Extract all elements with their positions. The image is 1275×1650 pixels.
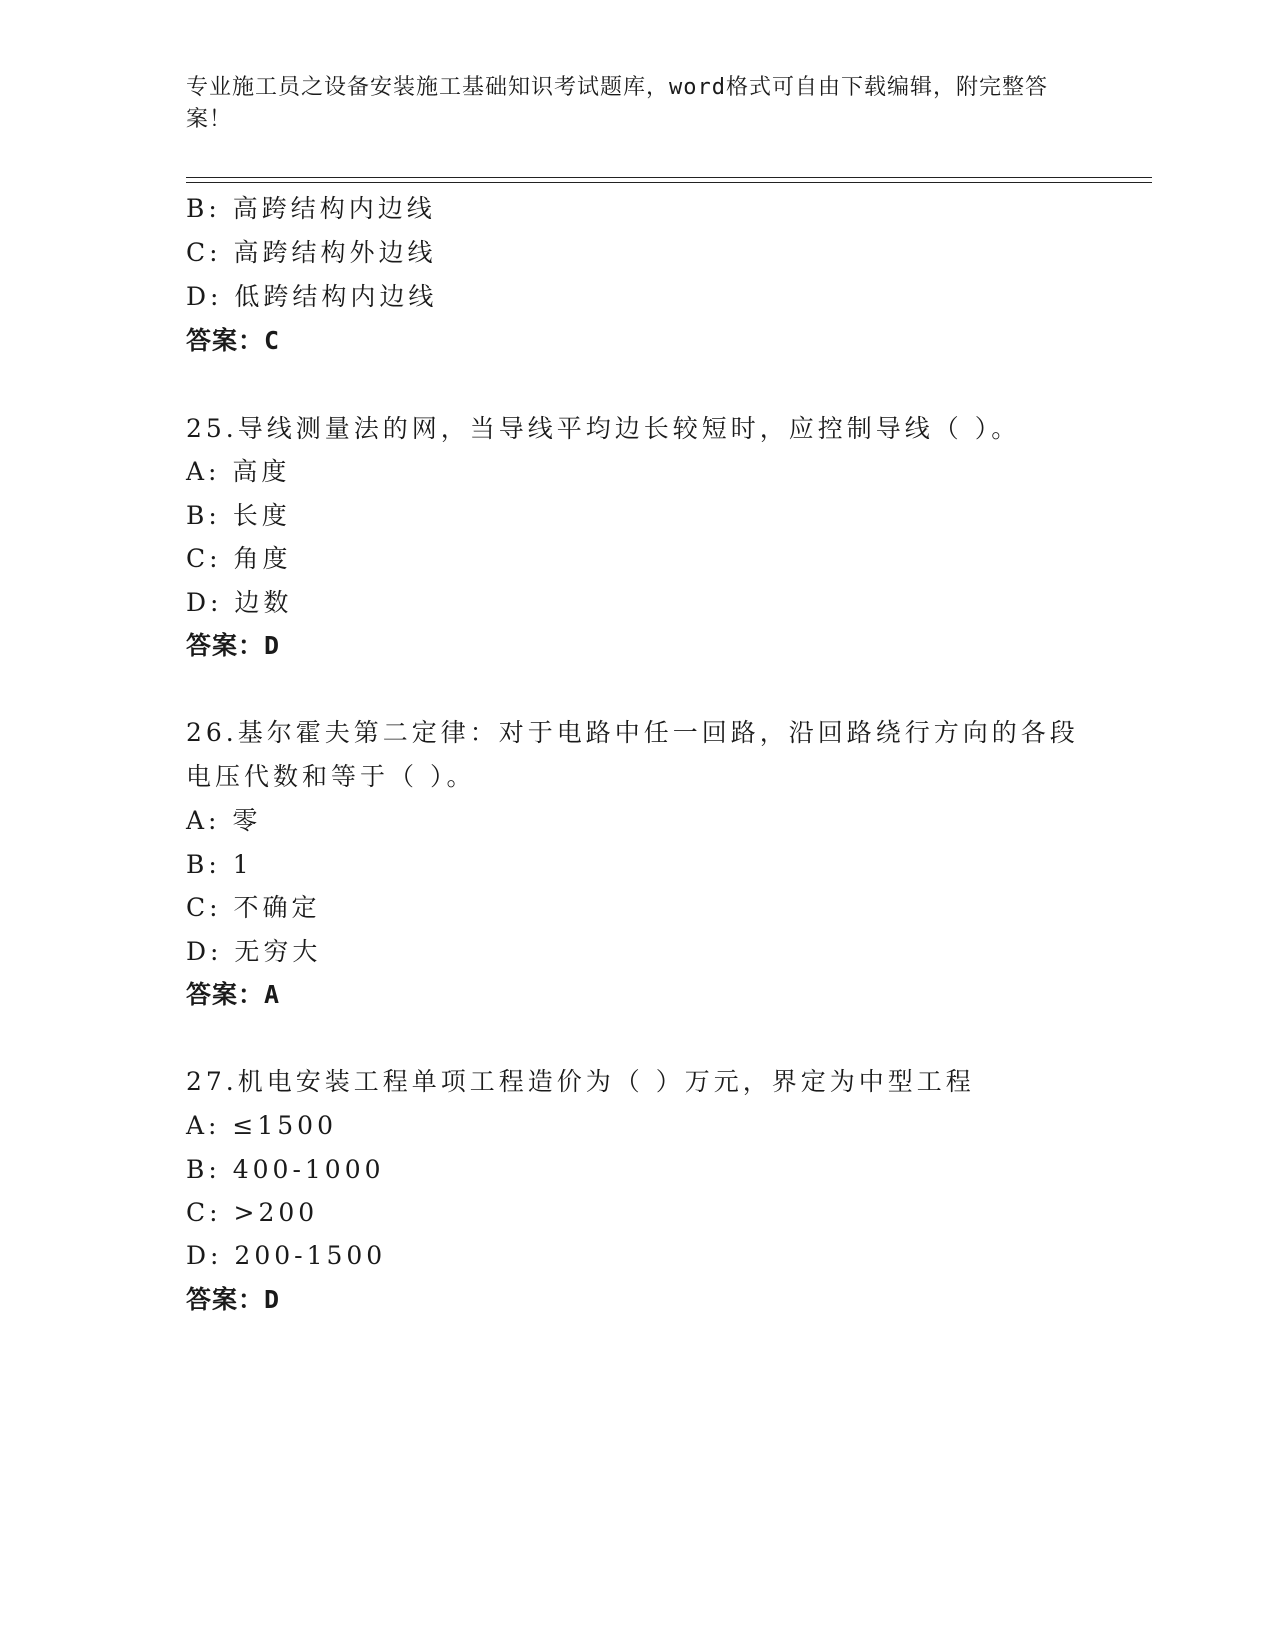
question-stem: 27.机电安装工程单项工程造价为（ ）万元，界定为中型工程	[186, 1067, 975, 1096]
answer-label: 答案：D	[186, 1285, 281, 1314]
option-c: C: 角度	[186, 544, 292, 573]
option-b: B: 长度	[186, 501, 291, 530]
question-stem: 25.导线测量法的网，当导线平均边长较短时，应控制导线（ ）。	[186, 414, 1021, 443]
option-a: A: 高度	[186, 457, 291, 486]
answer-label: 答案：D	[186, 631, 281, 660]
option-d: D: 200-1500	[186, 1241, 387, 1270]
option-a: A: 零	[186, 806, 262, 835]
answer-label: 答案：A	[186, 980, 281, 1009]
option-b: B: 1	[186, 850, 253, 879]
option-d: D: 低跨结构内边线	[186, 282, 438, 311]
question-stem-continued: 电压代数和等于（ ）。	[186, 762, 476, 791]
option-a: A: ≤1500	[186, 1111, 337, 1140]
option-c: C: >200	[186, 1198, 319, 1227]
option-c: C: 高跨结构外边线	[186, 238, 437, 267]
document-header: 专业施工员之设备安装施工基础知识考试题库，word格式可自由下载编辑，附完整答案！	[186, 75, 1048, 132]
question-stem: 26.基尔霍夫第二定律：对于电路中任一回路，沿回路绕行方向的各段	[186, 718, 1079, 747]
option-d: D: 无穷大	[186, 937, 322, 966]
option-d: D: 边数	[186, 588, 293, 617]
option-c: C: 不确定	[186, 893, 321, 922]
option-b: B: 400-1000	[186, 1155, 385, 1184]
option-b: B: 高跨结构内边线	[186, 194, 436, 223]
header-divider-bottom	[186, 182, 1152, 183]
answer-label: 答案：C	[186, 326, 281, 355]
header-divider-top	[186, 177, 1152, 178]
